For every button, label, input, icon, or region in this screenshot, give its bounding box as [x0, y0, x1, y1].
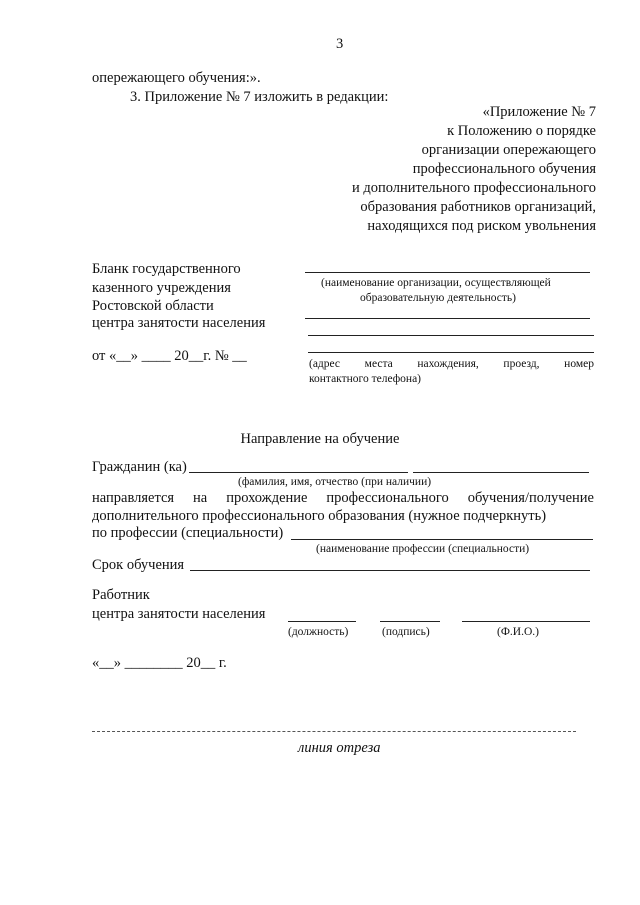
body-line-1 [92, 490, 594, 507]
body-word: на [193, 490, 208, 506]
org-caption-1: (наименование организации, осуществляющей [321, 277, 551, 289]
org-caption-2: образовательную деятельность) [360, 292, 517, 304]
address-word: нахождения, [417, 358, 479, 370]
citizen-caption: (фамилия, имя, отчество (при наличии) [238, 476, 432, 488]
body-line-2: дополнительного профессионального образования (нужное подчеркнуть) [92, 508, 547, 524]
intro-line-1: опережающего обучения:». [92, 70, 261, 86]
position-field[interactable] [288, 621, 356, 622]
appendix-line: образования работников организаций, [360, 199, 596, 215]
profession-caption: (наименование профессии (специальности) [316, 543, 530, 555]
term-label: Срок обучения [92, 557, 185, 573]
worker-line-1: Работник [92, 587, 150, 603]
body-word: обучения/получение [467, 490, 594, 506]
address-word: (адрес [309, 358, 341, 370]
org-address-field-3[interactable] [308, 352, 594, 353]
cut-line [92, 731, 576, 732]
blank-line: центра занятости населения [92, 315, 266, 331]
citizen-name-field[interactable] [189, 472, 408, 473]
blank-line: Бланк государственного [92, 261, 241, 277]
org-address-field-2[interactable] [308, 335, 594, 336]
document-title: Направление на обучение [240, 431, 400, 447]
signature-caption: (подпись) [382, 626, 430, 638]
signature-field[interactable] [380, 621, 440, 622]
body-word: направляется [92, 490, 175, 506]
org-address-caption-2: контактного телефона) [309, 373, 422, 385]
profession-field[interactable] [291, 539, 593, 540]
org-name-field[interactable] [305, 272, 590, 273]
blank-line: казенного учреждения [92, 280, 231, 296]
appendix-line: и дополнительного профессионального [351, 180, 596, 196]
blank-date-number: от «__» ____ 20__г. № __ [92, 348, 247, 364]
address-word: проезд, [503, 358, 540, 370]
address-word: номер [564, 358, 594, 370]
bottom-date: «__» ________ 20__ г. [92, 655, 227, 671]
citizen-label: Гражданин (ка) [92, 459, 187, 475]
org-address-field-1[interactable] [305, 318, 590, 319]
full-name-caption: (Ф.И.О.) [497, 626, 539, 638]
body-word: прохождение [226, 490, 308, 506]
position-caption: (должность) [288, 626, 349, 638]
cut-line-label: линия отреза [298, 740, 381, 756]
term-field[interactable] [190, 570, 590, 571]
intro-line-2: 3. Приложение № 7 изложить в редакции: [130, 89, 389, 105]
appendix-line: «Приложение № 7 [482, 104, 596, 120]
address-word: места [364, 358, 393, 370]
appendix-line: профессионального обучения [412, 161, 596, 177]
profession-label: по профессии (специальности) [92, 525, 284, 541]
worker-line-2: центра занятости населения [92, 606, 266, 622]
appendix-line: к Положению о порядке [447, 123, 596, 139]
appendix-line: организации опережающего [421, 142, 596, 158]
appendix-line: находящихся под риском увольнения [367, 218, 596, 234]
org-address-caption [309, 357, 594, 371]
appendix-heading [352, 104, 596, 235]
body-word: профессионального [326, 490, 449, 506]
full-name-field[interactable] [462, 621, 590, 622]
page-number: 3 [336, 36, 344, 52]
blank-line: Ростовской области [92, 298, 214, 314]
citizen-name-field-2[interactable] [413, 472, 589, 473]
